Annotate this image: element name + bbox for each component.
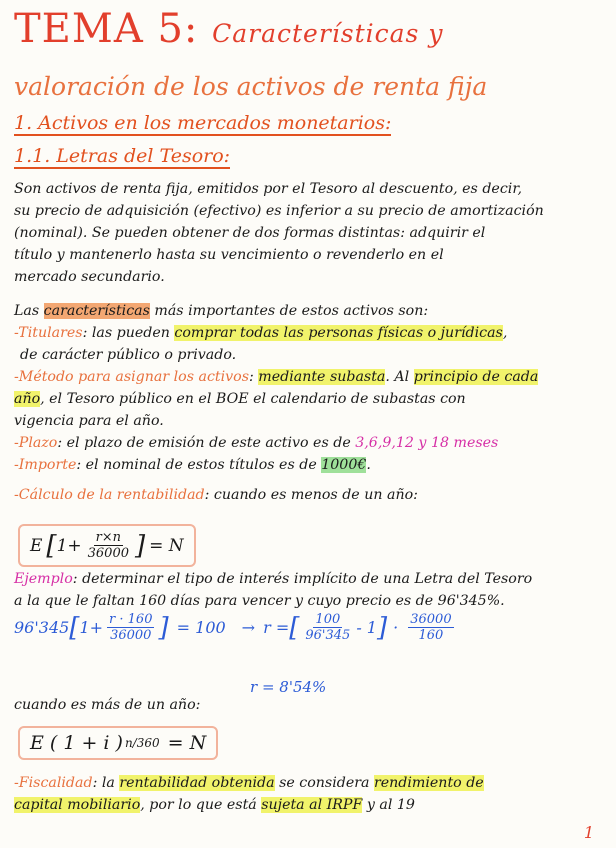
lead-before: Las <box>14 303 44 319</box>
formula2-paren: ( 1 + i ) <box>49 732 123 754</box>
metodo-t3: , el Tesoro público en el BOE el calendario de subastas con <box>40 391 466 407</box>
formula1-fraction <box>86 530 131 561</box>
example-t1: : determinar el tipo de interés implícito de una Letra del Tesoro <box>72 571 533 587</box>
formula1-bracket-open: [ <box>46 530 57 561</box>
item-calculo <box>14 484 604 506</box>
intro-line: su precio de adquisición (efectivo) es inferior a su precio de amortización <box>14 203 544 219</box>
calc-bracket-open: [ <box>69 612 80 643</box>
title-sub: Características y <box>212 19 444 48</box>
plazo-t1: : el plazo de emisión de este activo es de <box>57 435 356 451</box>
importe-t2: . <box>366 457 371 473</box>
fiscalidad-t3: , por lo que está <box>140 797 262 813</box>
metodo-line3: vigencia para el año. <box>14 413 164 429</box>
formula2-exponent: n/360 <box>124 736 160 750</box>
calc-fraction-3 <box>408 612 453 643</box>
example-label: Ejemplo <box>14 571 73 587</box>
label-fiscalidad: -Fiscalidad <box>14 775 93 791</box>
formula1-num: r×n <box>95 530 122 545</box>
example-line1 <box>14 568 604 590</box>
fiscalidad-t2: se considera <box>274 775 374 791</box>
characteristics-list <box>14 300 604 506</box>
formula1-eq: = N <box>149 535 184 556</box>
label-calculo: -Cálculo de la rentabilidad <box>14 487 205 503</box>
calc-d3: 160 <box>418 628 444 643</box>
page-number: 1 <box>583 823 594 842</box>
fiscalidad-highlight-2: rendimiento de <box>373 775 484 791</box>
calc-bracket-close: ] <box>158 612 169 643</box>
titulares-highlight: comprar todas las personas físicas o jurídicas <box>174 325 503 341</box>
calc-minus: - 1 <box>356 618 377 637</box>
section-heading-1 <box>14 112 604 134</box>
calc-bracket2-close: ] <box>376 612 388 643</box>
plazo-highlight: 3,6,9,12 y 18 meses <box>355 435 499 451</box>
lead-after: más importantes de estos activos son: <box>149 303 429 319</box>
label-titulares: -Titulares <box>14 325 83 341</box>
fiscalidad-highlight-3: capital mobiliario <box>14 797 141 813</box>
titulares-line2: de carácter público o privado. <box>20 347 237 363</box>
item-titulares <box>14 322 604 344</box>
intro-line: mercado secundario. <box>14 269 165 285</box>
formula2-eq: = N <box>167 732 207 754</box>
metodo-t1: : <box>248 369 259 385</box>
metodo-highlight-2: principio de cada <box>413 369 539 385</box>
page-title <box>14 6 604 52</box>
fiscalidad-highlight-1: rentabilidad obtenida <box>119 775 275 791</box>
section-heading-1-1 <box>14 145 604 167</box>
fiscalidad-line1 <box>14 772 604 794</box>
fiscalidad-t4: y al 19 <box>362 797 415 813</box>
metodo-line2 <box>14 388 604 410</box>
titulares-t2: , <box>502 325 508 341</box>
calc-fraction-1 <box>107 612 154 643</box>
label-plazo: -Plazo <box>14 435 58 451</box>
calc-bracket2-open: [ <box>289 612 300 643</box>
fiscalidad-line2 <box>14 794 604 816</box>
calc-r: r = <box>263 618 290 637</box>
intro-line: (nominal). Se pueden obtener de dos formas distintas: adquirir el <box>14 225 486 241</box>
section-1-1-text: 1.1. Letras del Tesoro: <box>14 145 231 167</box>
formula1-e: E <box>30 535 43 556</box>
example-block <box>14 568 604 612</box>
arrow-icon: → <box>241 618 256 637</box>
metodo-highlight-1: mediante subasta <box>258 369 386 385</box>
calc-n3: 36000 <box>410 612 452 627</box>
calc-eq: = 100 <box>176 618 226 637</box>
calc-den: 36000 <box>110 628 152 643</box>
calc-d2: 96'345 <box>305 628 351 643</box>
intro-line: título y mantenerlo hasta su vencimiento o revenderlo en el <box>14 247 444 263</box>
intro-paragraph <box>14 178 604 288</box>
label-metodo: -Método para asignar los activos <box>14 369 249 385</box>
fiscalidad-block <box>14 772 604 816</box>
item-metodo <box>14 366 604 388</box>
example-line2: a la que le faltan 160 días para vencer y cuyo precio es de 96'345%. <box>14 593 505 609</box>
calc-fraction-2 <box>303 612 352 643</box>
more-than-year-text: cuando es más de un año: <box>14 697 201 713</box>
metodo-t2: . Al <box>385 369 414 385</box>
formula1-one: 1+ <box>56 535 82 556</box>
calculo-t1: : cuando es menos de un año: <box>204 487 418 503</box>
importe-t1: : el nominal de estos títulos es de <box>76 457 322 473</box>
fiscalidad-t1: : la <box>92 775 120 791</box>
title-colon: : <box>183 6 199 52</box>
intro-line: Son activos de renta fija, emitidos por el Tesoro al descuento, es decir, <box>14 181 523 197</box>
calc-one: 1+ <box>79 618 104 637</box>
section-1-text: 1. Activos en los mercados monetarios: <box>14 112 392 134</box>
calc-result: r = 8'54% <box>250 678 327 696</box>
formula2-e: E <box>30 732 44 754</box>
metodo-highlight-3: año <box>14 391 41 407</box>
calc-dot: · <box>393 618 399 637</box>
characteristics-lead <box>14 300 604 322</box>
formula-short-term <box>18 524 196 567</box>
item-plazo <box>14 432 604 454</box>
example-calculation <box>14 612 458 643</box>
title-main: TEMA 5 <box>14 6 184 52</box>
calc-num: r · 160 <box>109 612 153 627</box>
calc-n2: 100 <box>315 612 341 627</box>
formula-long-term <box>18 726 218 760</box>
label-importe: -Importe <box>14 457 77 473</box>
titulares-t1: : las pueden <box>82 325 175 341</box>
title-line2: valoración de los activos de renta fija <box>14 72 488 101</box>
item-importe <box>14 454 604 476</box>
fiscalidad-highlight-4: sujeta al IRPF <box>261 797 363 813</box>
lead-highlight: características <box>43 303 150 319</box>
importe-highlight: 1000€ <box>321 457 367 473</box>
formula1-den: 36000 <box>87 546 129 561</box>
calc-lhs: 96'345 <box>14 618 70 637</box>
formula1-bracket-close: ] <box>135 530 146 561</box>
